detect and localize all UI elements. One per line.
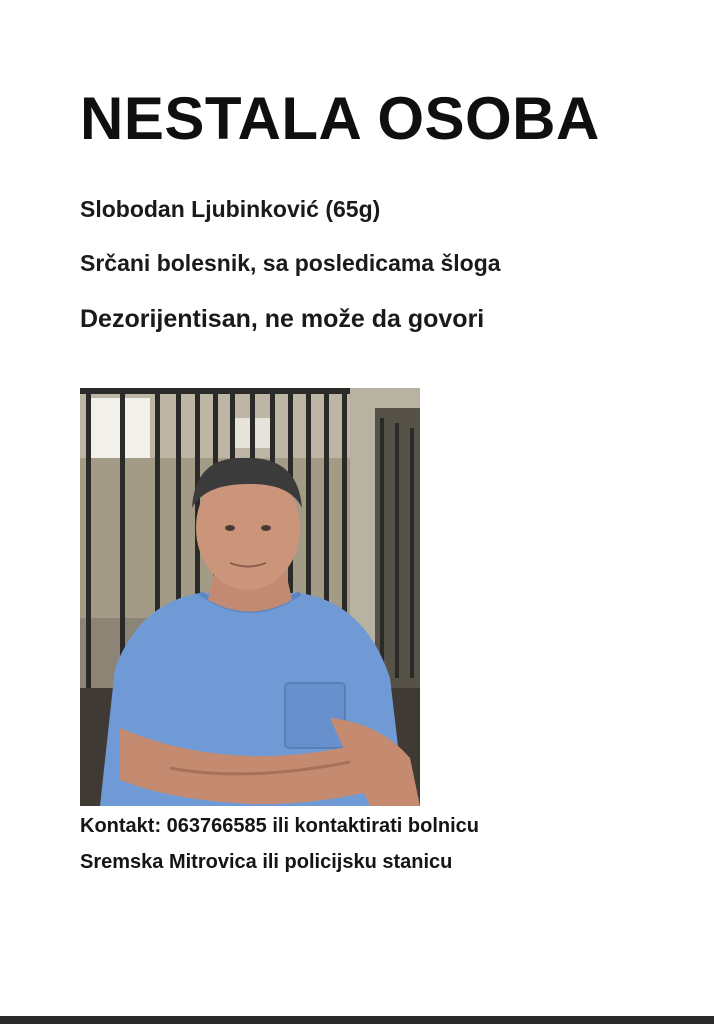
person-photo xyxy=(80,388,420,806)
person-state: Dezorijentisan, ne može da govori xyxy=(80,305,485,333)
person-name: Slobodan Ljubinković (65g) xyxy=(80,196,381,222)
poster-title: NESTALA OSOBA xyxy=(80,85,600,152)
contact-info-line-2: Sremska Mitrovica ili policijsku stanicu xyxy=(80,851,453,873)
bottom-edge-bar xyxy=(0,1016,714,1024)
contact-info-line-1: Kontakt: 063766585 ili kontaktirati bolnicu xyxy=(80,815,480,837)
health-condition: Srčani bolesnik, sa posledicama šloga xyxy=(80,250,501,276)
